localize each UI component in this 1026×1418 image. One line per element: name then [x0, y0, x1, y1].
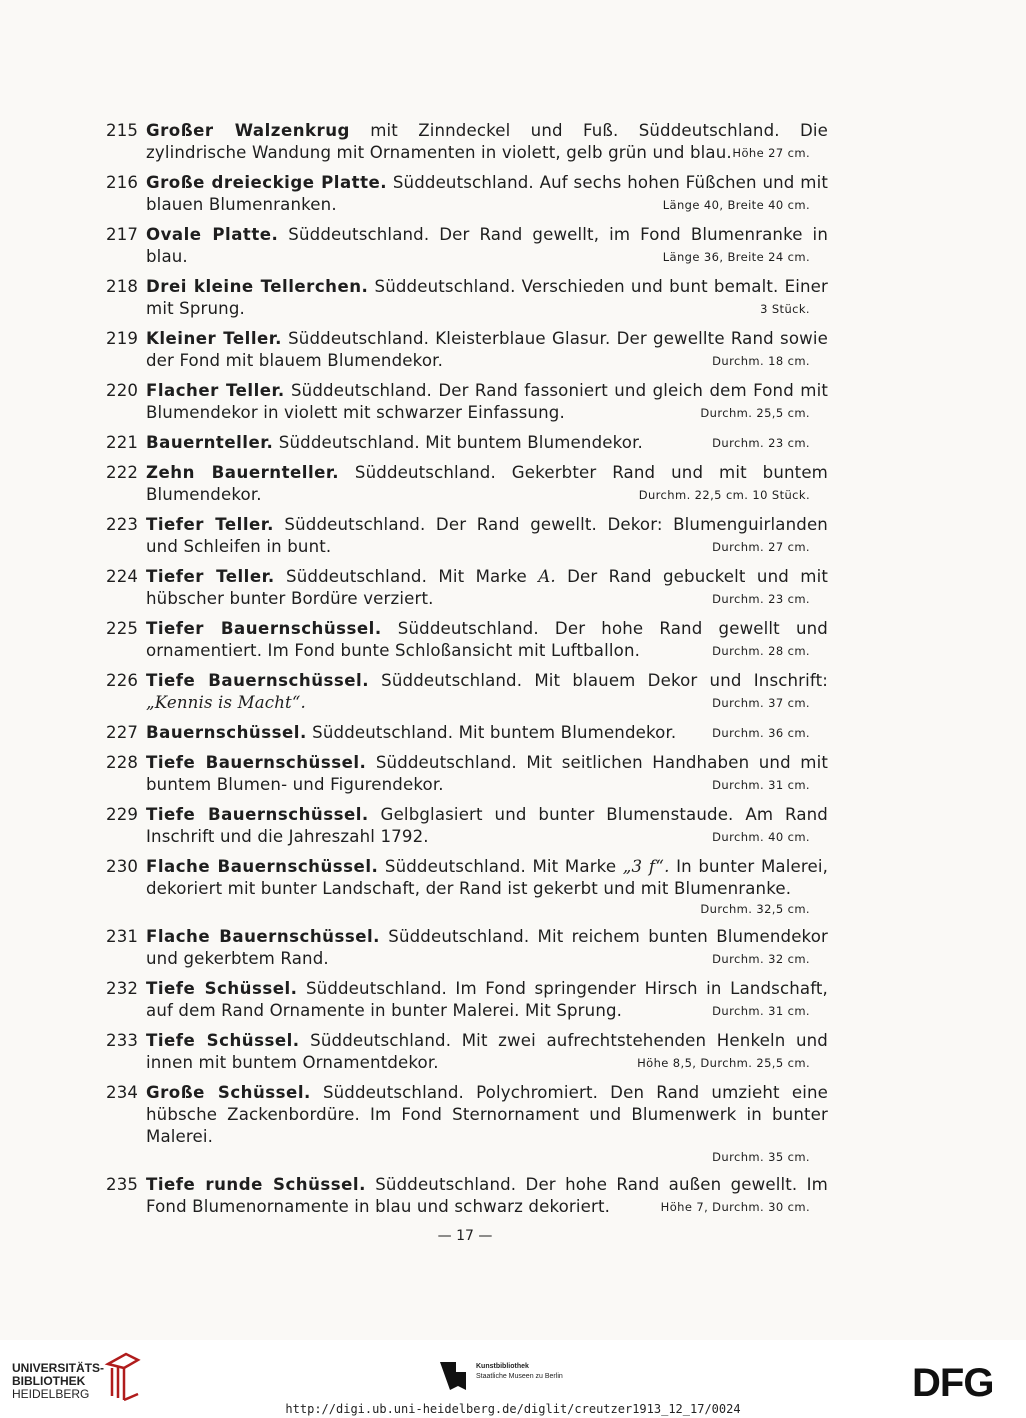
kunstbibliothek-text [476, 1362, 563, 1382]
entry-number: 230 [106, 857, 139, 876]
entry-measurement: Durchm. 40 cm. [712, 830, 810, 844]
entry-title: Großer Walzenkrug [146, 121, 350, 140]
entry-body [146, 804, 828, 848]
ub-heidelberg-logo-text[interactable] [12, 1362, 104, 1401]
catalog-entry [106, 224, 828, 268]
kunstbibliothek-logo-icon [440, 1362, 470, 1392]
entry-description: Süddeutschland. Mit buntem Blumendekor. [273, 433, 643, 452]
entry-measurement: Durchm. 28 cm. [712, 644, 810, 658]
library-line-2: BIBLIOTHEK [12, 1374, 86, 1388]
entry-description: Süddeutschland. Polychromiert. Den Rand umzieht eine hübsche Zackenbordüre. Im Fond Sternornament und Blumenwerk in bunter Malerei. [146, 1083, 828, 1146]
entry-number: 234 [106, 1083, 139, 1102]
entry-number: 217 [106, 225, 139, 244]
entry-body [146, 328, 828, 372]
catalog-entry [106, 926, 828, 970]
entry-body [146, 172, 828, 216]
kb-line-2: Staatliche Museen zu Berlin [476, 1373, 563, 1380]
entry-title: Ovale Platte. [146, 225, 279, 244]
entry-description: Süddeutschland. Der Rand gewellt. Dekor: Blumenguirlanden und Schleifen in bunt. [146, 515, 828, 556]
library-line-3: HEIDELBERG [12, 1387, 90, 1401]
catalog-entry [106, 566, 828, 610]
entry-body [146, 514, 828, 558]
entry-body [146, 752, 828, 796]
entry-body [146, 120, 828, 164]
entry-measurement: Höhe 8,5, Durchm. 25,5 cm. [637, 1056, 810, 1070]
entry-description: Süddeutschland. Mit buntem Blumendekor. [306, 723, 677, 742]
entry-title: Flache Bauernschüssel. [146, 857, 379, 876]
entry-description-cont: Der Rand gebuckelt und mit hübscher bunter Bordüre verziert. [146, 567, 828, 608]
entry-measurement: Länge 36, Breite 24 cm. [662, 250, 810, 264]
entry-number: 235 [106, 1175, 139, 1194]
entry-number: 233 [106, 1031, 139, 1050]
entry-number: 221 [106, 433, 139, 452]
entry-description: Süddeutschland. Mit Marke [274, 567, 539, 586]
entry-description: Süddeutschland. Mit zwei aufrechtstehenden Henkeln und innen mit buntem Ornamentdekor. [146, 1031, 828, 1072]
entry-description: mit Zinndeckel und Fuß. Süddeutschland. Die zylindrische Wandung mit Ornamenten in violett, gelb grün und blau. [146, 121, 828, 162]
catalog-entry [106, 432, 828, 454]
entry-body [146, 224, 828, 268]
entry-description: Süddeutschland. Im Fond springender Hirsch in Landschaft, auf dem Rand Ornamente in bunter Malerei. Mit Sprung. [146, 979, 828, 1020]
entry-title: Tiefe Schüssel. [146, 979, 298, 998]
catalog-entry [106, 172, 828, 216]
entry-title: Bauernteller. [146, 433, 274, 452]
source-url-link[interactable]: http://digi.ub.uni-heidelberg.de/diglit/creutzer1913_12_17/0024 [285, 1402, 741, 1416]
entry-mark-italic: A. [538, 567, 556, 586]
entry-number: 232 [106, 979, 139, 998]
entry-description: Süddeutschland. Der Rand gewellt, im Fond Blumenranke in blau. [146, 225, 828, 266]
entry-number: 224 [106, 567, 139, 586]
entry-body [146, 566, 828, 610]
entry-body [146, 670, 828, 714]
entry-number: 220 [106, 381, 139, 400]
entry-measurement: Durchm. 37 cm. [712, 696, 810, 710]
entry-measurement: Durchm. 35 cm. [712, 1150, 810, 1164]
entry-title: Flacher Teller. [146, 381, 285, 400]
catalog-entry [106, 1174, 828, 1218]
entry-number: 215 [106, 121, 139, 140]
entry-number: 231 [106, 927, 139, 946]
entry-measurement: Durchm. 32 cm. [712, 952, 810, 966]
entry-measurement: Durchm. 23 cm. [712, 592, 810, 606]
entry-title: Große dreieckige Platte. [146, 173, 388, 192]
entry-measurement: Höhe 7, Durchm. 30 cm. [660, 1200, 810, 1214]
entry-number: 222 [106, 463, 139, 482]
entry-measurement: Durchm. 36 cm. [712, 726, 810, 740]
entry-body [146, 1030, 828, 1074]
entry-mark-italic: „3 f“. [622, 857, 670, 876]
entry-description: Süddeutschland. Kleisterblaue Glasur. Der gewellte Rand sowie der Fond mit blauem Blumendekor. [146, 329, 828, 370]
entry-measurement: Durchm. 31 cm. [712, 778, 810, 792]
catalog-entry [106, 514, 828, 558]
entry-body [146, 926, 828, 970]
entry-number: 223 [106, 515, 139, 534]
entry-title: Tiefe Bauernschüssel. [146, 753, 367, 772]
catalog-entry [106, 670, 828, 714]
entry-description: Süddeutschland. Gekerbter Rand und mit buntem Blumendekor. [146, 463, 828, 504]
entry-number: 227 [106, 723, 139, 742]
entry-title: Tiefer Bauernschüssel. [146, 619, 382, 638]
catalog-entry [106, 752, 828, 796]
catalog-entry [106, 978, 828, 1022]
entry-description: Süddeutschland. Der hohe Rand gewellt und ornamentiert. Im Fond bunte Schloßansicht mit Luftballon. [146, 619, 828, 660]
entry-measurement: Durchm. 32,5 cm. [700, 902, 810, 916]
entry-title: Tiefer Teller. [146, 515, 274, 534]
entry-number: 219 [106, 329, 139, 348]
entry-title: Tiefe runde Schüssel. [146, 1175, 366, 1194]
entry-description: Süddeutschland. Der hohe Rand außen gewellt. Im Fond Blumenornamente in blau und schwarz dekoriert. [146, 1175, 828, 1216]
catalog-entry [106, 856, 828, 918]
entry-description: Süddeutschland. Mit reichem bunten Blumendekor und gekerbtem Rand. [146, 927, 828, 968]
entry-measurement: Durchm. 25,5 cm. [700, 406, 810, 420]
entry-measurement: Durchm. 23 cm. [712, 436, 810, 450]
entry-description: Süddeutschland. Verschieden und bunt bemalt. Einer mit Sprung. [146, 277, 828, 318]
catalog-entry [106, 722, 828, 744]
catalog-entry [106, 804, 828, 848]
entry-body [146, 432, 828, 454]
entry-title: Kleiner Teller. [146, 329, 282, 348]
entry-description: Süddeutschland. Mit seitlichen Handhaben und mit buntem Blumen- und Figurendekor. [146, 753, 829, 794]
entry-body [146, 1082, 828, 1166]
entry-description: Süddeutschland. Auf sechs hohen Füßchen und mit blauen Blumenranken. [146, 173, 828, 214]
entry-description-cont: In bunter Malerei, dekoriert mit bunter Landschaft, der Rand ist gekerbt und mit Blumenranke. [146, 857, 829, 898]
entry-body [146, 722, 828, 744]
footer-bar [0, 1340, 1026, 1418]
catalog-entry [106, 618, 828, 662]
entry-measurement: Durchm. 27 cm. [712, 540, 810, 554]
catalog-entry [106, 328, 828, 372]
entry-body [146, 856, 828, 918]
dfg-logo-text: DFG [912, 1364, 994, 1400]
entry-description: Süddeutschland. Der Rand fassoniert und gleich dem Fond mit Blumendekor in violett mit schwarzer Einfassung. [146, 381, 828, 422]
entry-measurement: Länge 40, Breite 40 cm. [662, 198, 810, 212]
entry-title: Drei kleine Tellerchen. [146, 277, 369, 296]
entry-body [146, 276, 828, 320]
catalog-entry [106, 462, 828, 506]
entry-title: Flache Bauernschüssel. [146, 927, 380, 946]
entry-description: Süddeutschland. Mit blauem Dekor und Inschrift: [369, 671, 829, 690]
entry-body [146, 978, 828, 1022]
entry-measurement: Durchm. 18 cm. [712, 354, 810, 368]
entry-measurement: Durchm. 22,5 cm. 10 Stück. [638, 488, 810, 502]
entry-number: 228 [106, 753, 139, 772]
ub-logo-icon [104, 1350, 144, 1402]
catalog-entry [106, 380, 828, 424]
entry-title: Bauernschüssel. [146, 723, 307, 742]
entry-body [146, 1174, 828, 1218]
entry-title: Große Schüssel. [146, 1083, 311, 1102]
entry-number: 226 [106, 671, 139, 690]
entry-title: Tiefer Teller. [146, 567, 275, 586]
entry-measurement: Durchm. 31 cm. [712, 1004, 810, 1018]
catalog-list [106, 120, 828, 1226]
catalog-entry [106, 276, 828, 320]
entry-measurement: 3 Stück. [760, 302, 810, 316]
catalog-entry [106, 120, 828, 164]
entry-measurement: Höhe 27 cm. [732, 146, 810, 160]
entry-description: Gelbglasiert und bunter Blumenstaude. Am Rand Inschrift und die Jahreszahl 1792. [146, 805, 828, 846]
entry-title: Tiefe Schüssel. [146, 1031, 300, 1050]
entry-number: 225 [106, 619, 139, 638]
entry-body [146, 380, 828, 424]
entry-title: Tiefe Bauernschüssel. [146, 805, 369, 824]
kb-line-1: Kunstbibliothek [476, 1363, 529, 1370]
entry-title: Tiefe Bauernschüssel. [146, 671, 370, 690]
entry-number: 229 [106, 805, 139, 824]
library-line-1: UNIVERSITÄTS- [12, 1361, 105, 1375]
catalog-entry [106, 1030, 828, 1074]
entry-body [146, 618, 828, 662]
entry-title: Zehn Bauernteller. [146, 463, 340, 482]
dfg-logo[interactable] [912, 1364, 1012, 1400]
entry-number: 216 [106, 173, 139, 192]
entry-number: 218 [106, 277, 139, 296]
page-number: — 17 — [437, 1228, 493, 1244]
entry-body [146, 462, 828, 506]
entry-mark-italic: „Kennis is Macht“. [146, 693, 306, 712]
catalog-entry [106, 1082, 828, 1166]
entry-description: Süddeutschland. Mit Marke [378, 857, 623, 876]
